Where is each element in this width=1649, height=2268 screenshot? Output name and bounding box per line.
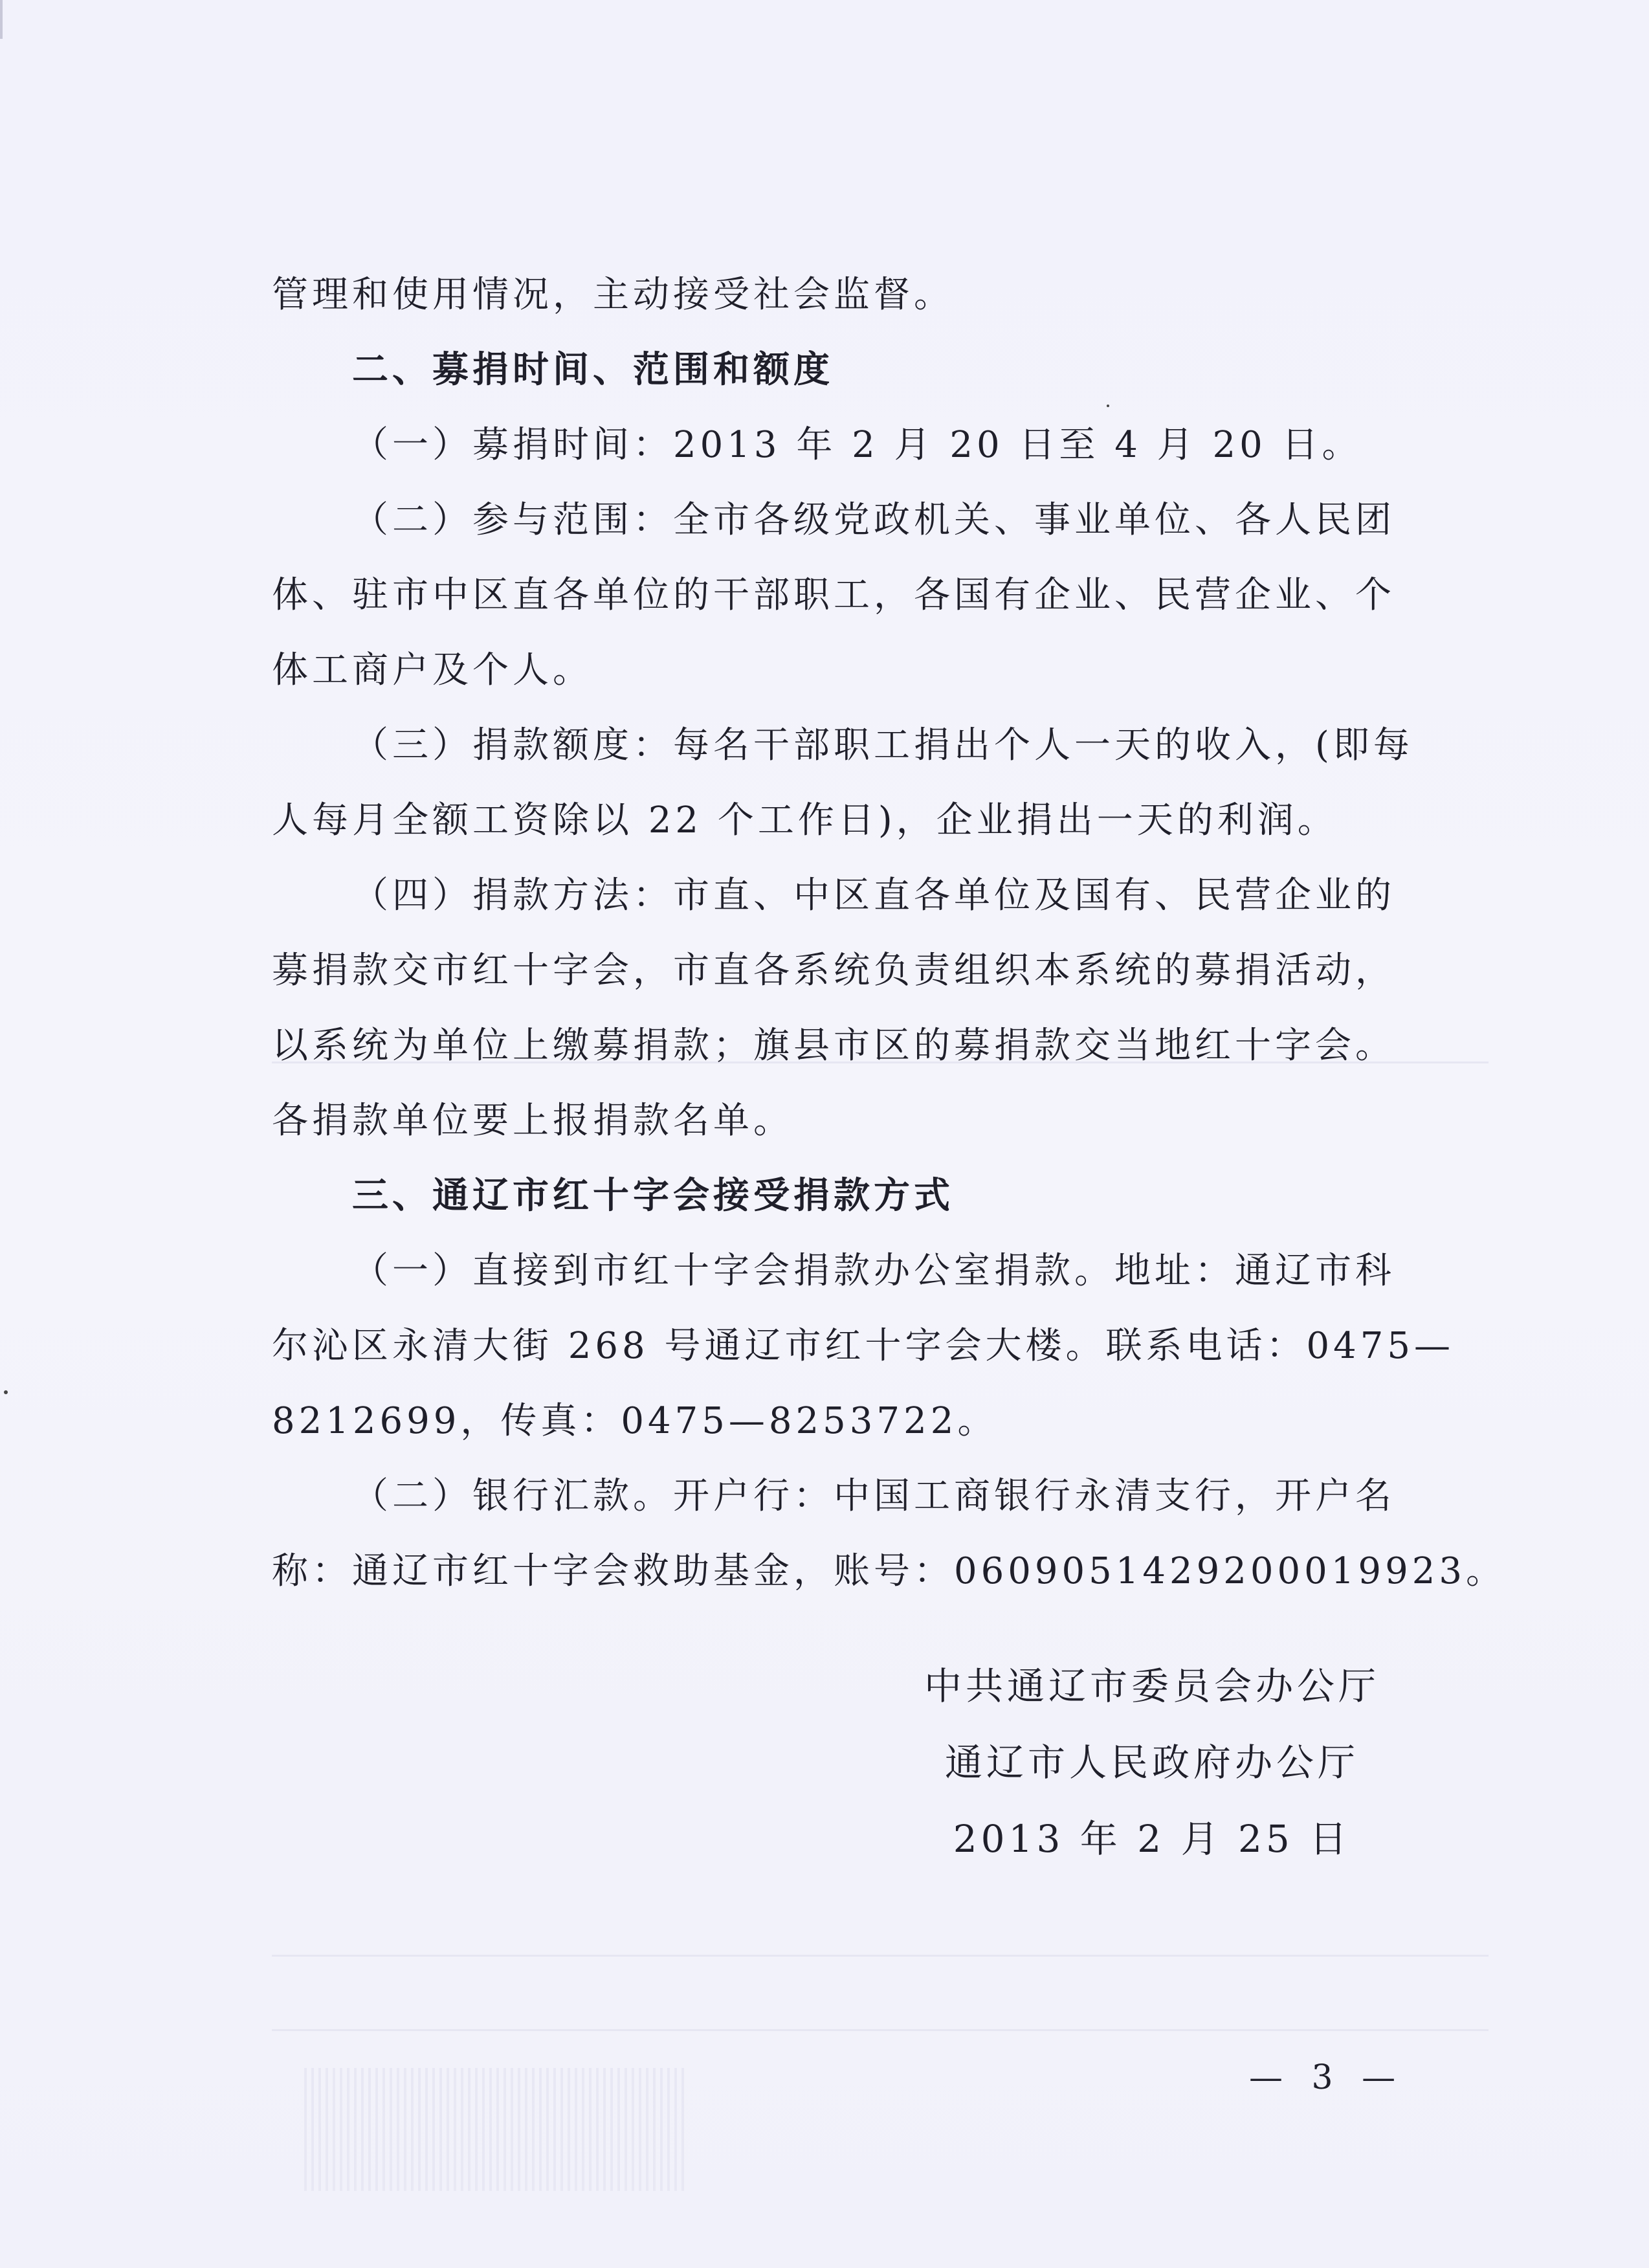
paragraph [272,483,1489,708]
text-line: （一）直接到市红十字会捐款办公室捐款。地址：通辽市科 [352,1250,1395,1292]
text-line: 募捐款交市红十字会，市直各系统负责组织本系统的募捐活动， [272,950,1395,992]
bleed-through-rule [272,1955,1489,1957]
text-line: 尔沁区永清大街 268 号通辽市红十字会大楼。联系电话：0475— [272,1325,1455,1367]
text-line: 体工商户及个人。 [272,649,593,691]
signature-org-government-office: 通辽市人民政府办公厅 [944,1740,1359,1784]
paragraph [272,1234,1489,1459]
signature-org-party-office: 中共通辽市委员会办公厅 [924,1664,1380,1708]
text-line: 人每月全额工资除以 22 个工作日)，企业捐出一天的利润。 [272,799,1338,841]
bleed-through-rule [272,2029,1489,2031]
signature-date: 2013 年 2 月 25 日 [953,1817,1351,1861]
text-line: （四）捐款方法：市直、中区直各单位及国有、民营企业的 [352,874,1395,917]
text-line: 管理和使用情况，主动接受社会监督。 [272,274,954,316]
document-body [272,258,1506,1609]
paragraph [272,258,1489,333]
text-line: 二、募捐时间、范围和额度 [352,349,834,391]
text-line: （一）募捐时间：2013 年 2 月 20 日至 4 月 20 日。 [352,424,1362,466]
paragraph [272,408,1489,483]
scan-speck [4,1390,8,1394]
text-line: 体、驻市中区直各单位的干部职工，各国有企业、民营企业、个 [272,574,1395,616]
text-line: 以系统为单位上缴募捐款；旗县市区的募捐款交当地红十字会。 [272,1025,1395,1067]
paragraph [272,1459,1506,1609]
bleed-through-barcode [304,2068,686,2191]
section-heading [272,1159,1489,1234]
paragraph [272,708,1489,858]
text-line: 称：通辽市红十字会救助基金，账号：0609051429200019923。 [272,1550,1506,1592]
paragraph [272,858,1489,1159]
section-heading [272,333,1489,408]
text-line: 各捐款单位要上报捐款名单。 [272,1100,793,1142]
text-line: （二）参与范围：全市各级党政机关、事业单位、各人民团 [352,499,1395,541]
signature-block [906,1656,1398,1885]
text-line: （三）捐款额度：每名干部职工捐出个人一天的收入，(即每 [352,724,1413,766]
scan-edge-mark [0,0,3,39]
text-line: （二）银行汇款。开户行：中国工商银行永清支行，开户名 [352,1475,1395,1517]
page-number: — 3 — [1249,2058,1405,2097]
text-line: 8212699，传真：0475—8253722。 [272,1400,998,1442]
text-line: 三、通辽市红十字会接受捐款方式 [352,1175,954,1217]
